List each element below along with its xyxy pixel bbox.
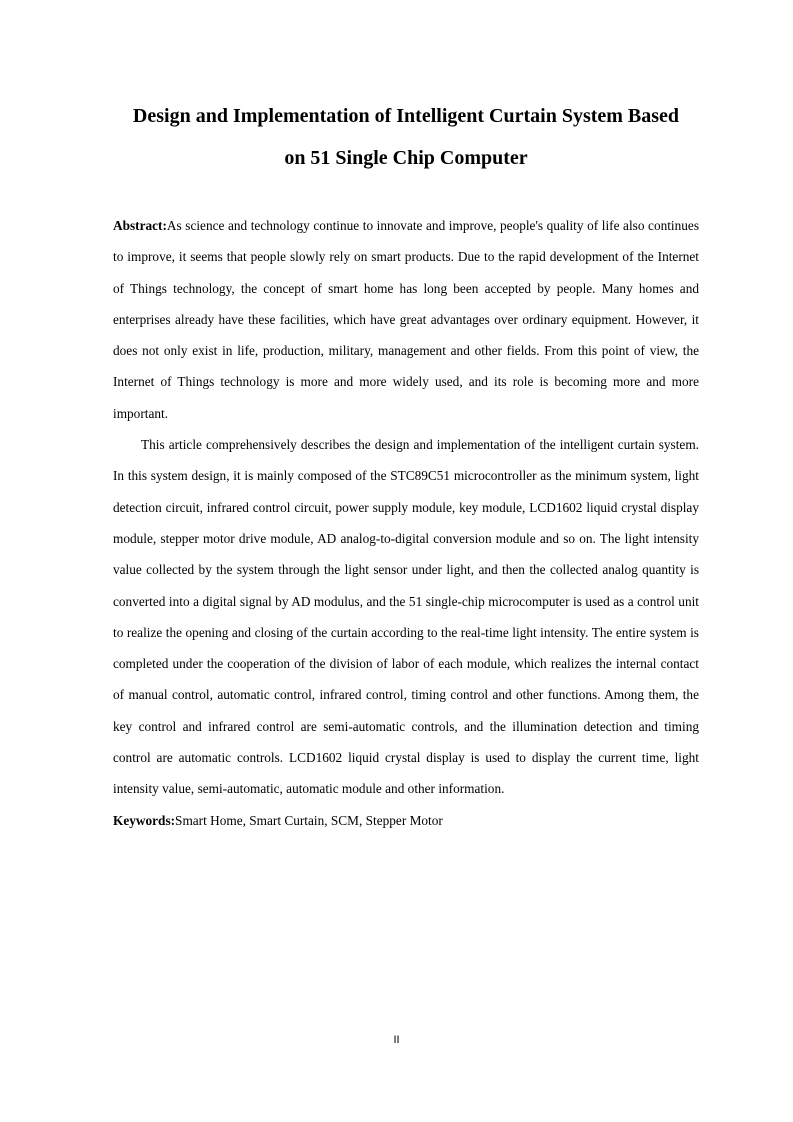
abstract-paragraph-2: This article comprehensively describes the design and implementation of the intelligent curtain system. In this system design, it is mainly composed of the STC89C51 microcontroller as the minimum system, light detection circuit, infrared control circuit, power supply module, key module, LCD1602 liquid crystal display module, stepper motor drive module, AD analog-to-digital conversion module and so on. The light intensity value collected by the system through the light sensor under light, and then the collected analog quantity is converted into a digital signal by AD modulus, and the 51 single-chip microcomputer is used as a control unit to realize the opening and closing of the curtain according to the real-time light intensity. The entire system is completed under the cooperation of the division of labor of each module, which realizes the internal contact of manual control, automatic control, infrared control, timing control and other functions. Among them, the key control and infrared control are semi-automatic controls, and the illumination detection and timing control are automatic controls. LCD1602 liquid crystal display is used to display the current time, light intensity value, semi-automatic, automatic module and other information. bbox=[113, 437, 699, 797]
abstract-paragraph-1-text: As science and technology continue to innovate and improve, people's quality of life also continues to improve, it seems that people slowly rely on smart products. Due to the rapid development of the Internet of Things technology, the concept of smart home has long been accepted by people. Many homes and enterprises already have these facilities, which have great advantages over ordinary equipment. However, it does not only exist in life, production, military, management and other fields. From this point of view, the Internet of Things technology is more and more widely used, and its role is becoming more and more important. bbox=[113, 218, 699, 421]
title-line-2: on 51 Single Chip Computer bbox=[284, 147, 528, 169]
keywords-line bbox=[113, 805, 699, 836]
keywords-label: Keywords: bbox=[113, 812, 176, 828]
title-line-1: Design and Implementation of Intelligent Curtain System Based bbox=[132, 105, 680, 127]
page-title bbox=[90, 95, 722, 179]
abstract-section bbox=[113, 210, 699, 836]
page-number: II bbox=[393, 1034, 400, 1046]
abstract-label: Abstract: bbox=[113, 218, 167, 233]
keywords-text: Smart Home, Smart Curtain, SCM, Stepper Motor bbox=[175, 812, 443, 828]
abstract-paragraph-1 bbox=[113, 210, 699, 429]
